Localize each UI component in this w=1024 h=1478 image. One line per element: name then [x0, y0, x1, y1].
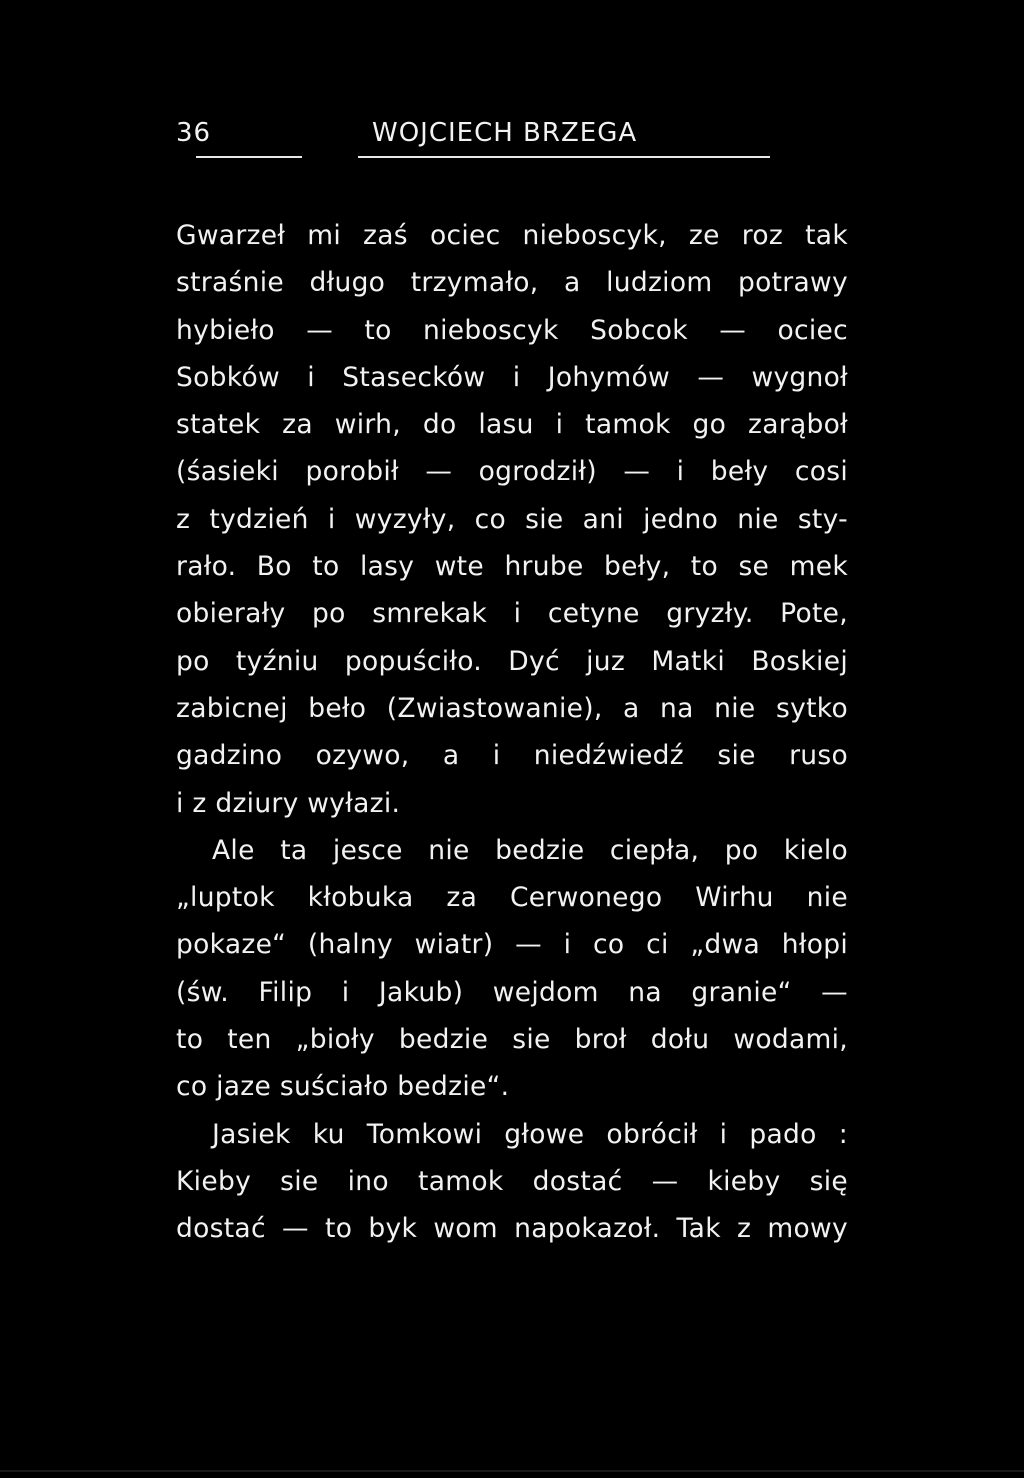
- body-text: [176, 212, 848, 1253]
- text-line: po tyźniu popuściło. Dyć juz Matki Boskiej: [176, 645, 848, 677]
- text-line: Gwarzeł mi zaś ociec nieboscyk, ze roz tak: [176, 220, 848, 251]
- text-line: dostać — to byk wom napokazoł. Tak z mowy: [176, 1213, 848, 1245]
- text-line: straśnie długo trzymało, a ludziom potrawy: [176, 267, 848, 299]
- text-line: gadzino ozywo, a i niedźwiedź sie ruso: [176, 740, 848, 772]
- text-line: Kieby sie ino tamok dostać — kieby się: [176, 1165, 848, 1197]
- text-line: obierały po smrekak i cetyne gryzły. Pote,: [176, 598, 848, 630]
- running-head: WOJCIECH BRZEGA: [372, 118, 638, 148]
- text-line: zabicnej beło (Zwiastowanie), a na nie sytko: [176, 692, 848, 724]
- text-line: (św. Filip i Jakub) wejdom na granie“ —: [176, 976, 848, 1008]
- text-line: co jaze suściało bedzie“.: [176, 1071, 510, 1103]
- header-rule-left: [196, 156, 302, 158]
- text-line: i z dziury wyłazi.: [176, 787, 401, 819]
- text-line: rało. Bo to lasy wte hrube beły, to se mek: [176, 551, 848, 583]
- text-line: hybieło — to nieboscyk Sobcok — ociec: [176, 314, 848, 346]
- text-line: Sobków i Stasecków i Johymów — wygnoł: [176, 361, 848, 393]
- text-line: „luptok kłobuka za Cerwonego Wirhu nie: [176, 882, 848, 914]
- text-line: z tydzień i wyzyły, co sie ani jedno nie sty-: [176, 503, 848, 535]
- text-line: Ale ta jesce nie bedzie ciepła, po kielo: [212, 834, 848, 866]
- scan-edge: [0, 1470, 1024, 1472]
- text-line: (śasieki porobił — ogrodził) — i beły cosi: [176, 456, 848, 488]
- text-line: pokaze“ (halny wiatr) — i co ci „dwa hłopi: [176, 929, 848, 961]
- page-number: 36: [176, 118, 212, 148]
- text-line: to ten „bioły bedzie sie broł dołu wodami,: [176, 1024, 848, 1056]
- page-header: [176, 118, 848, 158]
- text-line: statek za wirh, do lasu i tamok go zarąboł: [176, 409, 848, 441]
- text-line: Jasiek ku Tomkowi głowe obrócił i pado :: [212, 1118, 848, 1150]
- header-rule-right: [358, 156, 770, 158]
